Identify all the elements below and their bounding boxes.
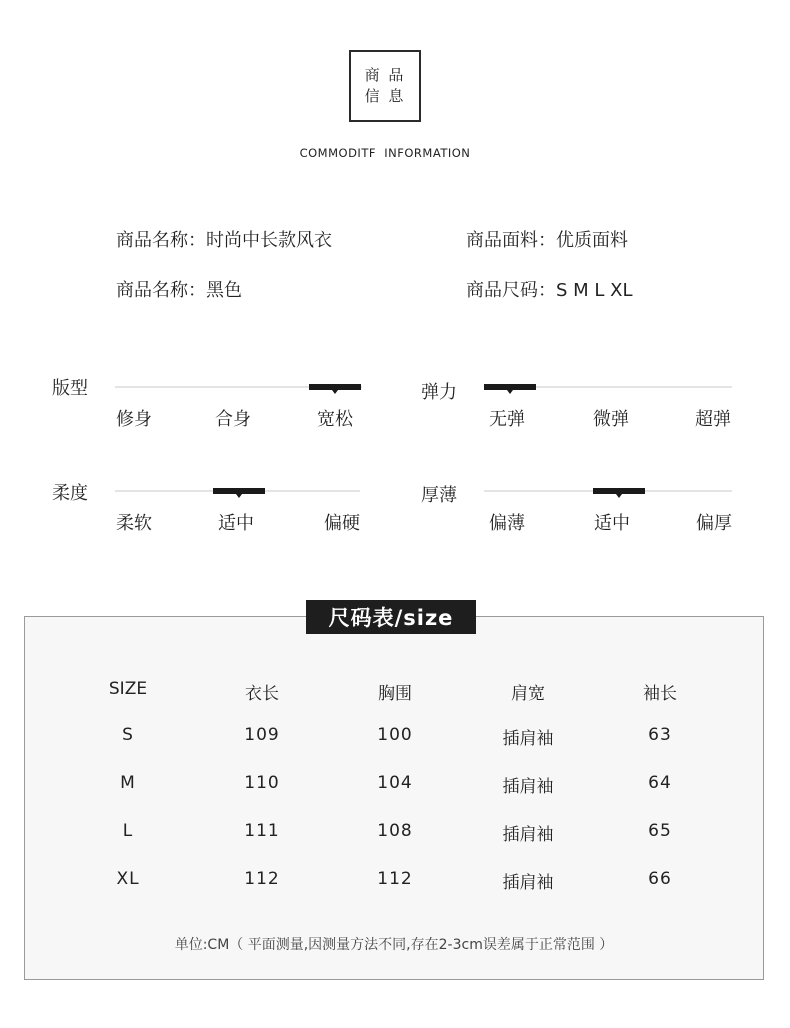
row-l-length: 111	[244, 821, 280, 841]
row-xl-length: 112	[244, 869, 280, 889]
row-xl-size: XL	[116, 869, 140, 889]
fit-marker	[309, 384, 361, 390]
row-xl-sleeve: 66	[648, 869, 672, 889]
product-name-1: 商品名称：时尚中长款风衣	[116, 230, 332, 251]
softness-option-3: 偏硬	[324, 513, 360, 534]
header-length: 衣长	[245, 684, 279, 704]
fit-option-3: 宽松	[317, 409, 353, 430]
product-size: 商品尺码：S M L XL	[466, 280, 633, 301]
product-fabric: 商品面料：优质面料	[466, 230, 628, 251]
elasticity-title: 弹力	[421, 382, 457, 403]
header-size: SIZE	[108, 679, 148, 699]
row-s-size: S	[122, 725, 134, 745]
thickness-option-3: 偏厚	[696, 513, 732, 534]
elasticity-marker	[484, 384, 536, 390]
subtitle: COMMODITF INFORMATION	[299, 146, 471, 160]
softness-title: 柔度	[52, 483, 88, 504]
row-s-sleeve: 63	[648, 725, 672, 745]
size-chart-title: 尺码表/size	[306, 600, 476, 634]
measurement-note: 单位:CM（ 平面测量,因测量方法不同,存在2-3cm误差属于正常范围 ）	[174, 937, 614, 953]
row-s-length: 109	[244, 725, 280, 745]
title-line-1: 商 品	[364, 66, 406, 84]
thickness-title: 厚薄	[421, 485, 457, 506]
title-line-2: 信 息	[364, 87, 406, 105]
row-xl-shoulder: 插肩袖	[502, 873, 554, 893]
row-l-sleeve: 65	[648, 821, 672, 841]
softness-marker	[213, 488, 265, 494]
row-l-bust: 108	[377, 821, 413, 841]
product-name-2: 商品名称：黑色	[116, 280, 242, 301]
header-bust: 胸围	[378, 684, 412, 704]
row-xl-bust: 112	[377, 869, 413, 889]
softness-option-2: 适中	[218, 513, 254, 534]
row-m-bust: 104	[377, 773, 413, 793]
softness-option-1: 柔软	[116, 513, 152, 534]
elasticity-option-2: 微弹	[593, 409, 629, 430]
title-box	[349, 50, 421, 122]
fit-option-2: 合身	[215, 409, 251, 430]
row-s-bust: 100	[377, 725, 413, 745]
row-l-shoulder: 插肩袖	[502, 825, 554, 845]
row-m-shoulder: 插肩袖	[502, 777, 554, 797]
header-shoulder: 肩宽	[511, 684, 545, 704]
elasticity-option-3: 超弹	[695, 409, 731, 430]
elasticity-option-1: 无弹	[489, 409, 525, 430]
row-m-size: M	[120, 773, 136, 793]
size-chart-panel	[24, 616, 764, 980]
fit-option-1: 修身	[116, 409, 152, 430]
row-s-shoulder: 插肩袖	[502, 729, 554, 749]
thickness-option-1: 偏薄	[489, 513, 525, 534]
thickness-option-2: 适中	[594, 513, 630, 534]
thickness-marker	[593, 488, 645, 494]
header-sleeve: 袖长	[643, 684, 677, 704]
row-m-sleeve: 64	[648, 773, 672, 793]
fit-title: 版型	[52, 378, 88, 399]
row-l-size: L	[122, 821, 134, 841]
row-m-length: 110	[244, 773, 280, 793]
